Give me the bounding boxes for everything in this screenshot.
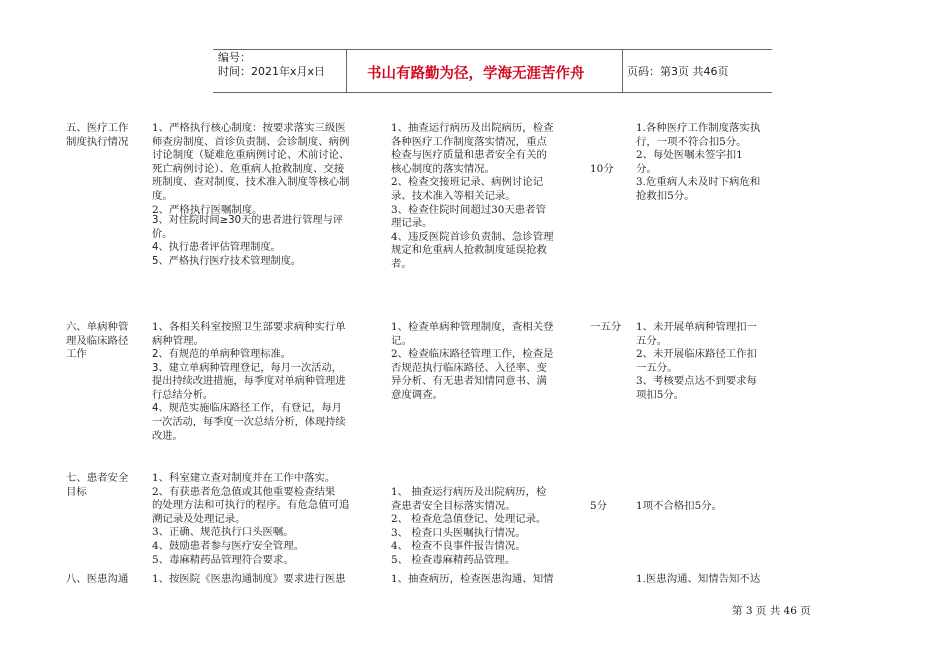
header-slogan: 书山有路勤为径，学海无涯苦作舟 — [367, 66, 585, 82]
section-5-score: 10分 — [590, 163, 614, 175]
header-bottom-rule — [213, 92, 772, 93]
section-6-deduction: 1、未开展单病种管理扣一 五分。 2、未开展临床路径工作扣 一五分。 3、考核要点达不到要求每 项扣5分。 — [636, 321, 757, 401]
header-top-rule — [213, 49, 772, 50]
section-5-requirements-extra: 3、对住院时间≥30天的患者进行管理与评 价。 4、执行患者评估管理制度。 5、严格执行医疗技术管理制度。 — [152, 215, 343, 267]
serial-label: 编号： — [218, 51, 251, 64]
section-5-requirements: 1、严格执行核心制度：按要求落实三级医 师查房制度、首诊负责制、会诊制度、病例 讨论制度（疑难危重病例讨论、术前讨论、 死亡病例讨论）、危重病人抢救制度、交接 班制度、查对制度、技术准入制度等核心制 度。 2、严格执行医嘱制度。 — [152, 122, 350, 216]
section-5-title: 五、医疗工作 制度执行情况 — [66, 122, 129, 148]
section-8-title: 八、医患沟通 — [66, 573, 129, 585]
section-6-methods: 1、检查单病种管理制度，查相关登 记。 2、检查临床路径管理工作，检查是 否规范执行临床路径、入径率、变 异分析、有无患者知情同意书、满 意度调查。 — [391, 321, 554, 401]
section-7-deduction: 1项不合格扣5分。 — [636, 500, 722, 512]
time-label: 时间：2021年x月x日 — [218, 65, 326, 78]
section-6-requirements-extra: 2、有规范的单病种管理标准。 3、建立单病种管理登记，每月一次活动， 提出持续改进措施，每季度对单病种管理进 行总结分析。 4、规范实施临床路径工作，有登记，每月 一次活动，每季度一次总结分析，体现持续 改进。 — [152, 349, 346, 442]
header-divider-left — [346, 49, 347, 93]
section-7-score: 5分 — [590, 500, 608, 512]
page-label: 页码：第3页 共46页 — [627, 65, 729, 78]
section-5-methods: 1、抽查运行病历及出院病历，检查 各种医疗工作制度落实情况，重点 检查与医疗质量和患者安全有关的 核心制度的落实情况。 2、检查交接班记录、病例讨论记 录、技术准入等相关记录。 3、检查住院时间超过30天患者管 理记录。 4、违反医院首诊负责制、急诊管理 规定和危重病人抢救制度延误抢救 者。 — [391, 122, 554, 270]
section-7-requirements: 1、科室建立查对制度并在工作中落实。 2、有获患者危急值或其他重要检查结果 的处理方法和可执行的程序。有危急值可追 溯记录及处理记录。 3、正确、规范执行口头医嘱。 4、鼓励患者参与医疗安全管理。 5、毒麻精药品管理符合要求。 — [152, 472, 350, 566]
section-7-title: 七、患者安全 目标 — [66, 472, 129, 498]
section-6-score: 一五分 — [590, 321, 622, 333]
section-8-requirements: 1、按医院《医患沟通制度》要求进行医患 — [152, 573, 346, 585]
section-7-methods: 1、 抽查运行病历及出院病历，检 查患者安全目标落实情况。 2、 检查危急值登记、处理记录。 3、 检查口头医嘱执行情况。 4、 检查不良事件报告情况。 5、 检查毒麻精药品管理。 — [391, 486, 547, 566]
page-footer: 第 3 页 共 46 页 — [732, 605, 811, 617]
section-6-title: 六、单病种管 理及临床路径 工作 — [66, 321, 129, 361]
section-8-methods: 1、抽查病历，检查医患沟通、知情 — [391, 573, 554, 585]
header-divider-right — [622, 49, 623, 93]
section-6-requirements: 1、各相关科室按照卫生部要求病种实行单 病种管理。 — [152, 321, 346, 347]
section-5-deduction: 1.各种医疗工作制度落实执 行，一项不符合扣5分。 2、每处医嘱未签字扣1 分。 3.危重病人未及时下病危和 抢救扣5分。 — [636, 122, 761, 202]
section-8-deduction: 1.医患沟通、知情告知不达 — [636, 573, 761, 585]
